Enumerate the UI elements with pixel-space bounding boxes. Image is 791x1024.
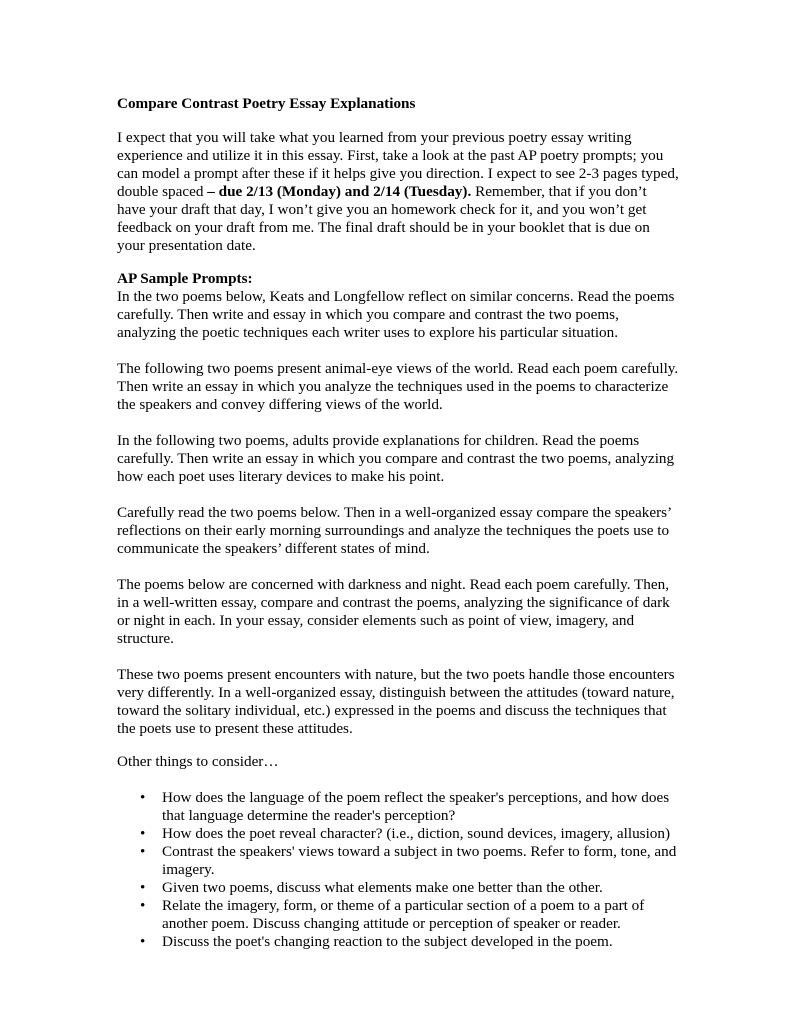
list-item-text: How does the language of the poem reflect the speaker's perceptions, and how does that language determine the reader's perception? — [162, 789, 670, 824]
document-title: Compare Contrast Poetry Essay Explanations — [117, 95, 416, 112]
section-heading-prompts: AP Sample Prompts: — [117, 270, 253, 287]
bullet-icon: • — [140, 897, 146, 914]
prompt-paragraph: In the following two poems, adults provide explanations for children. Read the poems carefully. Then write an essay in which you compare and contrast the two poems, analyzing how each poet uses literary devices to make his point. — [117, 432, 675, 485]
list-item — [117, 879, 679, 897]
prompt-paragraph: Carefully read the two poems below. Then in a well-organized essay compare the speakers’ reflections on their early morning surroundings and analyze the techniques the poets use to communicate the speakers’ different states of mind. — [117, 504, 672, 557]
other-heading: Other things to consider… — [117, 753, 279, 770]
bullet-icon: • — [140, 789, 146, 806]
bullet-icon: • — [140, 825, 146, 842]
list-item-text: How does the poet reveal character? (i.e., diction, sound devices, imagery, allusion) — [162, 825, 671, 842]
prompt-list — [117, 288, 679, 756]
bullet-icon: • — [140, 843, 146, 860]
prompt-paragraph: The poems below are concerned with darkness and night. Read each poem carefully. Then, in a well-written essay, compare and contrast the poems, analyzing the significance of dark or night in each. In your essay, consider elements such as point of view, imagery, and structure. — [117, 576, 670, 647]
bullet-icon: • — [140, 933, 146, 950]
intro-text-end: Remember, that if you don’t have your draft that day, I won’t give you an homework check for it, and you won’t get feedback on your draft from me. The final draft should be in your booklet that is due on your presentation date. — [117, 183, 650, 254]
prompt-paragraph: In the two poems below, Keats and Longfellow reflect on similar concerns. Read the poems carefully. Then write and essay in which you compare and contrast the two poems, analyzing the poetic techniques each writer uses to explore his particular situation. — [117, 288, 675, 341]
list-item — [117, 825, 679, 843]
list-item-text: Discuss the poet's changing reaction to the subject developed in the poem. — [162, 933, 613, 950]
bullet-icon: • — [140, 879, 146, 896]
list-item-text: Relate the imagery, form, or theme of a particular section of a poem to a part of another poem. Discuss changing attitude or perception of speaker or reader. — [162, 897, 645, 932]
prompt-paragraph: These two poems present encounters with nature, but the two poets handle those encounters very differently. In a well-organized essay, distinguish between the attitudes (toward nature, toward the solitary individual, etc.) expressed in the poems and discuss the techniques that the poets use to present these attitudes. — [117, 666, 675, 737]
prompt-paragraph: The following two poems present animal-eye views of the world. Read each poem carefully. Then write an essay in which you analyze the techniques used in the poems to characterize the speakers and convey differing views of the world. — [117, 360, 679, 413]
intro-due-dates: – due 2/13 (Monday) and 2/14 (Tuesday). — [207, 183, 472, 200]
intro-paragraph — [117, 129, 679, 255]
considerations-list — [117, 789, 679, 951]
list-item — [117, 933, 679, 951]
list-item — [117, 843, 679, 879]
list-item-text: Given two poems, discuss what elements make one better than the other. — [162, 879, 603, 896]
list-item — [117, 897, 679, 933]
list-item-text: Contrast the speakers' views toward a subject in two poems. Refer to form, tone, and imagery. — [162, 843, 677, 878]
list-item — [117, 789, 679, 825]
intro-text-start: I expect that you will take what you learned from your previous poetry essay writing experience and utilize it in this essay. First, take a look at the past AP poetry prompts; you can model a prompt after these if it helps give you direction. I expect to see 2-3 pages typed, double spaced — [117, 129, 679, 200]
